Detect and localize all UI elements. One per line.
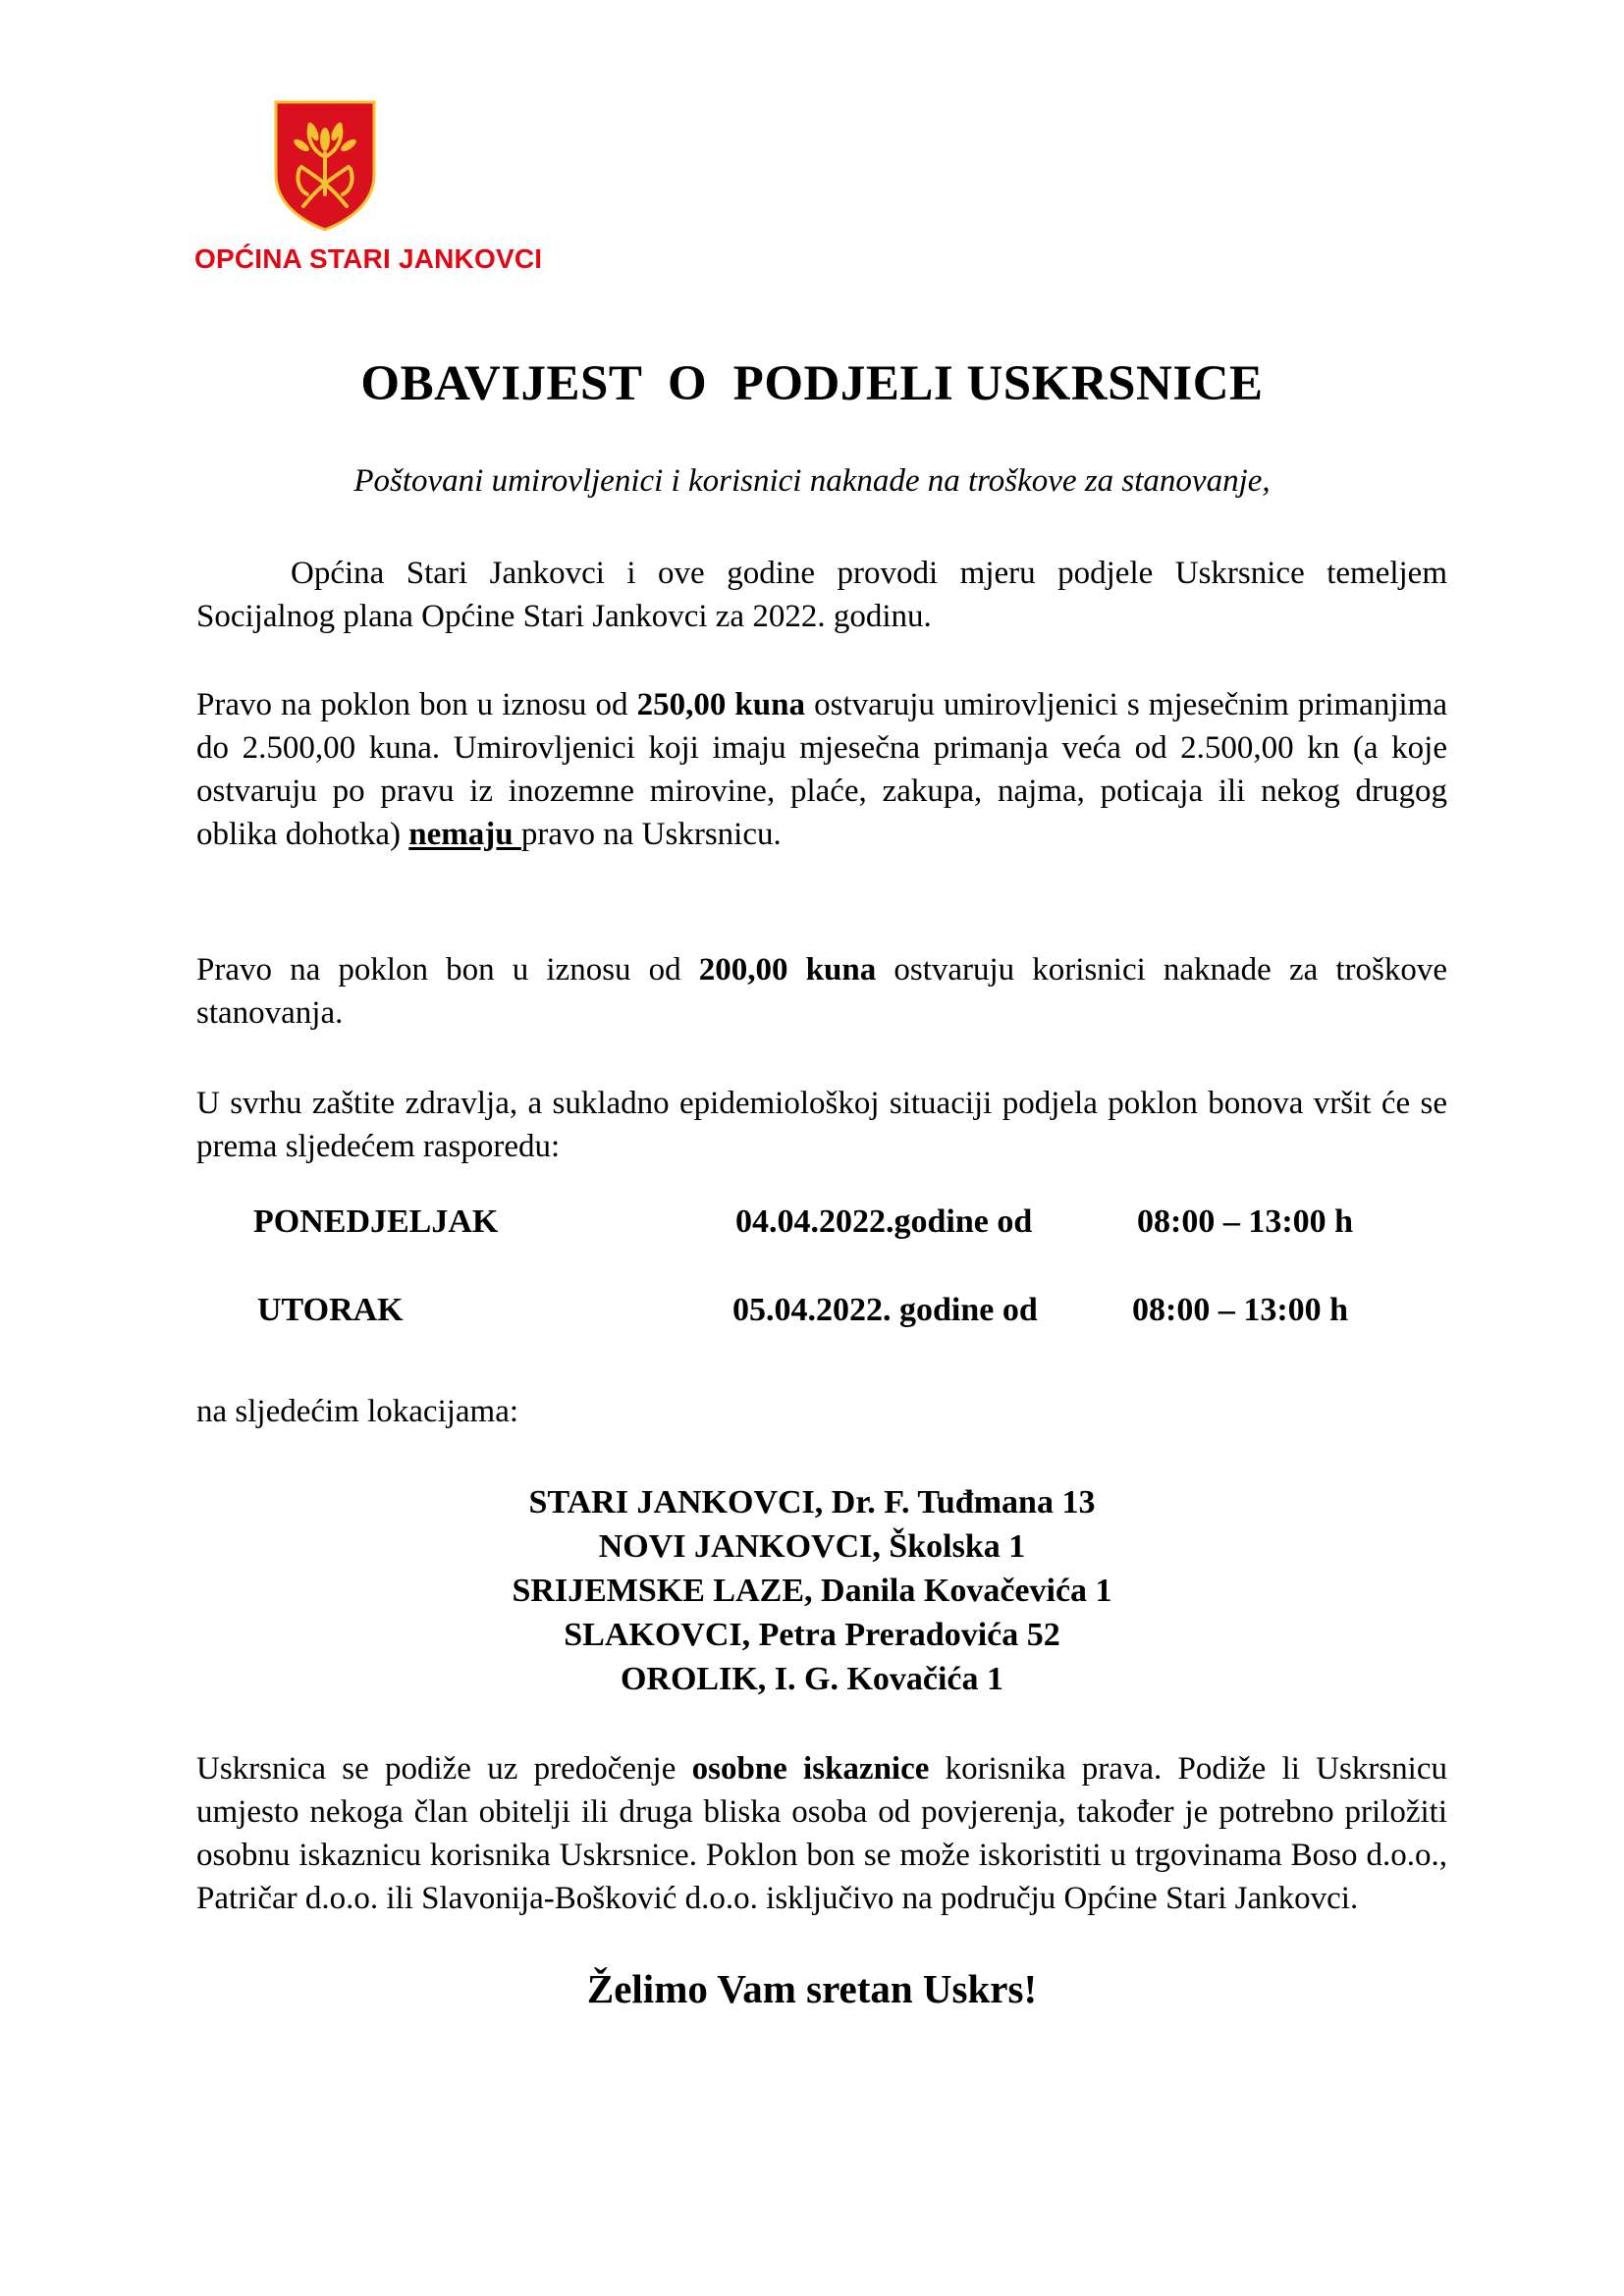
salutation: Poštovani umirovljenici i korisnici naknade na troškove za stanovanje, (353, 463, 1271, 499)
pensioner-amount: 250,00 kuna (636, 687, 805, 722)
locations-intro: na sljedećim lokacijama: (196, 1394, 519, 1429)
notice-title: OBAVIJEST O PODJELI USKRSNICE (360, 356, 1264, 411)
schedule-day-2: UTORAK (257, 1292, 404, 1328)
schedule-day-1: PONEDJELJAK (253, 1203, 499, 1240)
locations-list (0, 1480, 1624, 1701)
easter-greeting: Želimo Vam sretan Uskrs! (586, 1966, 1038, 2011)
location-item: OROLIK, I. G. Kovačića 1 (620, 1661, 1004, 1697)
municipality-name: OPĆINA STARI JANKOVCI (194, 243, 543, 274)
pickup-instructions: Uskrsnica se podiže uz predočenje osobne iskaznice korisnika prava. Podiže li Uskrsnicu umjesto nekoga član obitelji ili druga bliska osoba od povjerenja, također je potrebno priložiti osobnu iskaznicu korisnika Uskrsnice. Poklon bon se može iskoristiti u trgovinama Boso d.o.o., Patričar d.o.o. ili Slavonija-Bošković d.o.o. isključivo na području Općine Stari Jankovci. (196, 1751, 1447, 1916)
schedule-date-1: 04.04.2022.godine od (735, 1203, 1033, 1240)
location-item: STARI JANKOVCI, Dr. F. Tuđmana 13 (528, 1484, 1096, 1521)
id-card-emphasis: osobne iskaznice (691, 1751, 930, 1787)
housing-amount: 200,00 kuna (698, 952, 877, 988)
location-item: SLAKOVCI, Petra Preradovića 52 (564, 1617, 1060, 1653)
schedule-time-2: 08:00 – 13:00 h (1132, 1292, 1349, 1328)
housing-paragraph: Pravo na poklon bon u iznosu od 200,00 kuna ostvaruju korisnici naknade za troškove stanovanja. (196, 952, 1448, 1031)
location-item: SRIJEMSKE LAZE, Danila Kovačevića 1 (512, 1573, 1112, 1609)
intro-paragraph: Općina Stari Jankovci i ove godine provodi mjeru podjele Uskrsnice temeljem Socijalnog plana Općine Stari Jankovci za 2022. godinu. (196, 556, 1447, 634)
schedule-intro: U svrhu zaštite zdravlja, a sukladno epidemiološkoj situaciji podjela poklon bonova vršit će se prema sljedećem rasporedu: (196, 1086, 1447, 1164)
pensioners-paragraph: Pravo na poklon bon u iznosu od 250,00 kuna ostvaruju umirovljenici s mjesečnim primanjima do 2.500,00 kuna. Umirovljenici koji imaju mjesečna primanja veća od 2.500,00 kn (a koje ostvaruju po pravu iz inozemne mirovine, plaće, zakupa, najma, poticaja ili nekog drugog oblika dohotka) nemaju pravo na Uskrsnicu. (196, 687, 1447, 852)
negation-emphasis: nemaju (408, 817, 521, 852)
schedule-time-1: 08:00 – 13:00 h (1137, 1203, 1354, 1240)
schedule-date-2: 05.04.2022. godine od (732, 1292, 1038, 1328)
location-item: NOVI JANKOVCI, Školska 1 (598, 1528, 1026, 1565)
coat-of-arms-icon (270, 96, 380, 234)
